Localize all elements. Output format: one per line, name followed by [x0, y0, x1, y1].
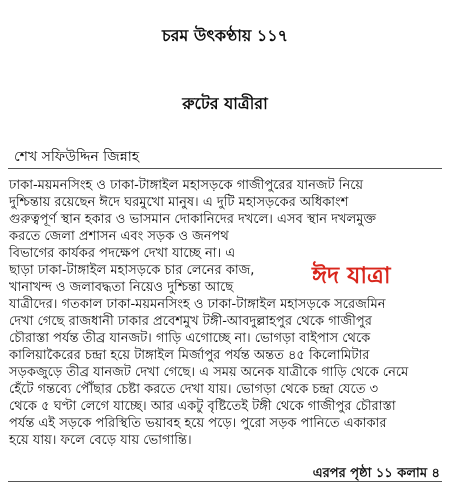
body-line: ছাড়া ঢাকা-টাঙ্গাইল মহাসড়কে চার লেনের কাজ, [9, 263, 255, 278]
body-line: যাত্রীদের। গতকাল ঢাকা-ময়মনসিংহ ও ঢাকা-টাঙ্গাইল মহাসড়কে সরেজমিন [9, 297, 386, 312]
body-line: কালিয়াকৈরের চন্দ্রা হয়ে টাঙ্গাইল মির্জাপুর পর্যন্ত অন্তত ৪৫ কিলোমিটার [9, 348, 370, 363]
bottom-divider [8, 481, 442, 482]
continuation-note: এরপর পৃষ্ঠা ১১ কলাম ৪ [312, 466, 440, 481]
headline-line-1: চরম উৎকণ্ঠায় ১১৭ [162, 26, 288, 45]
body-line: হেঁটে গন্তব্যে পৌঁছার চেষ্টা করতে দেখা যায়। ভোগড়া থেকে চন্দ্রা যেতে ৩ [9, 382, 379, 397]
body-line: খানাখন্দ ও জলাবদ্ধতা নিয়েও দুশ্চিন্তা আছে [9, 280, 234, 295]
body-line: দেখা গেছে রাজধানী ঢাকার প্রবেশমুখ টঙ্গী-আবদুল্লাহপুর থেকে গাজীপুর [9, 314, 372, 329]
body-line: চৌরাস্তা পর্যন্ত তীব্র যানজট। গাড়ি এগোচ্ছে না। ভোগড়া বাইপাস থেকে [9, 331, 371, 346]
byline-divider [8, 168, 442, 169]
byline: শেখ সফিউদ্দিন জিন্নাহ [14, 149, 140, 165]
body-line: হয়ে যায়। ফলে বেড়ে যায় ভোগান্তি। [9, 433, 192, 448]
body-line: ঢাকা-ময়মনসিংহ ও ঢাকা-টাঙ্গাইল মহাসড়কে গাজীপুরের যানজট নিয়ে [9, 178, 364, 193]
body-line: বিভাগের কার্যকর পদক্ষেপ দেখা যাচ্ছে না। এ [9, 246, 236, 261]
body-line: দুশ্চিন্তায় রয়েছেন ঈদে ঘরমুখো মানুষ। এ দুটি মহাসড়কের অধিকাংশ [9, 195, 349, 210]
body-line: থেকে ৫ ঘণ্টা লেগে যাচ্ছে। আর একটু বৃষ্টিতেই টঙ্গী থেকে গাজীপুর চৌরাস্তা [9, 399, 396, 414]
body-line: করতে জেলা প্রশাসন এবং সড়ক ও জনপথ [9, 229, 229, 244]
body-line: পর্যন্ত এই সড়কে পরিস্থিতি ভয়াবহ হয়ে পড়ে। পুরো সড়ক পানিতে একাকার [9, 416, 387, 431]
section-label: ঈদ যাত্রা [312, 263, 391, 289]
body-line: গুরুত্বপূর্ণ স্থান হকার ও ভাসমান দোকানিদের দখলে। এসব স্থান দখলমুক্ত [9, 212, 377, 227]
headline-line-2: রুটের যাত্রীরা [182, 94, 268, 113]
body-line: সড়কজুড়ে তীব্র যানজট দেখা গেছে। এ সময় অনেক যাত্রীকে গাড়ি থেকে নেমে [9, 365, 409, 380]
